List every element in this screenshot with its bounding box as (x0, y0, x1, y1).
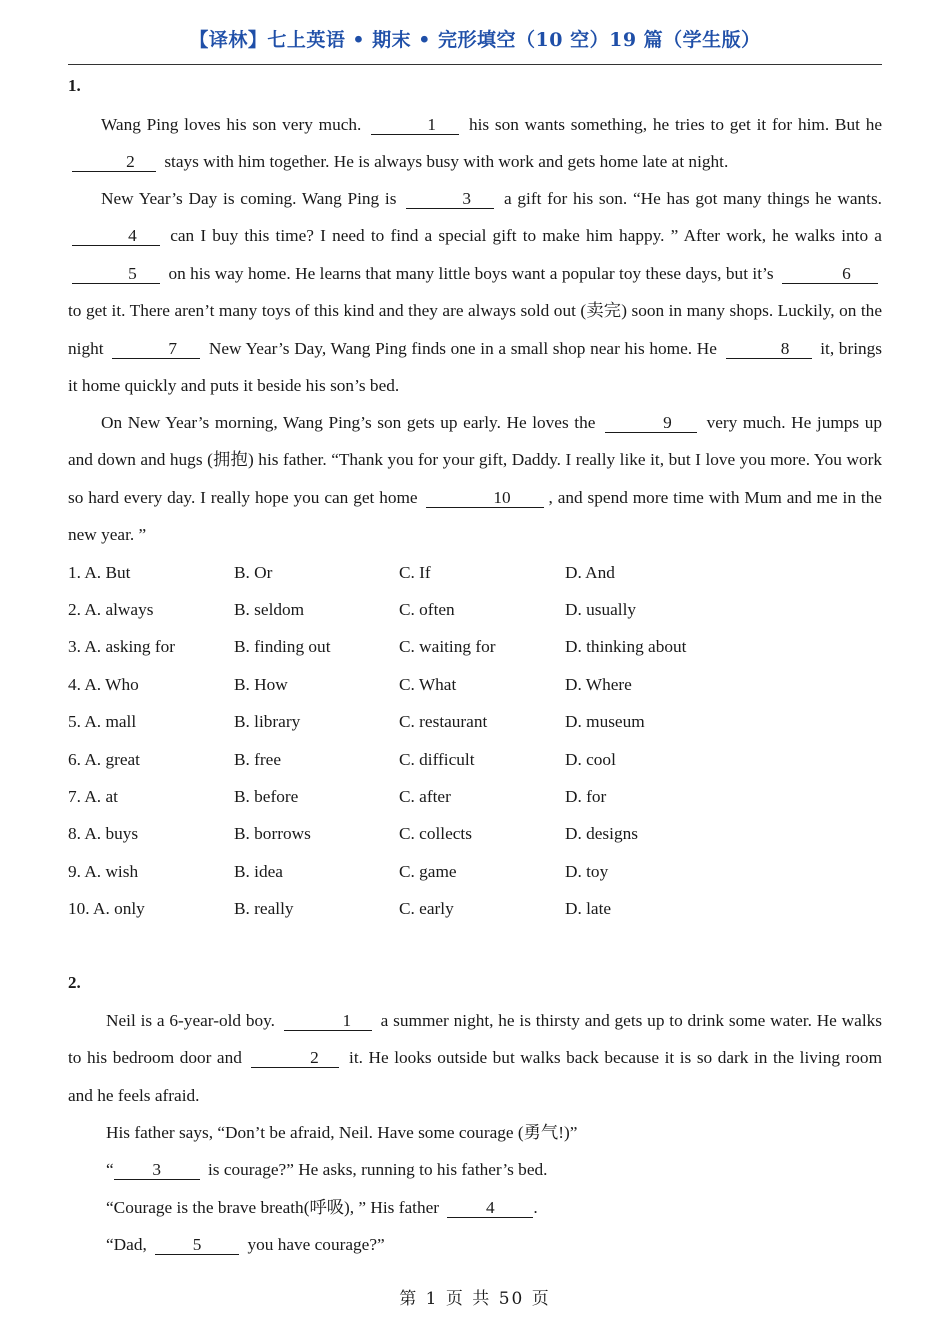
blank-1[interactable]: 1 (284, 1011, 372, 1031)
option-d[interactable]: D. late (565, 899, 612, 918)
option-c[interactable]: C. after (399, 787, 451, 806)
option-b[interactable]: B. finding out (234, 637, 331, 656)
option-a[interactable]: 5. A. mall (68, 712, 137, 731)
option-c[interactable]: C. collects (399, 824, 472, 843)
blank-9[interactable]: 9 (605, 413, 697, 433)
option-d[interactable]: D. Where (565, 675, 632, 694)
option-d[interactable]: D. thinking about (565, 637, 687, 656)
option-b[interactable]: B. free (234, 750, 282, 769)
option-a[interactable]: 9. A. wish (68, 862, 139, 881)
option-c[interactable]: C. What (399, 675, 457, 694)
option-a[interactable]: 8. A. buys (68, 824, 139, 843)
blank-2[interactable]: 2 (72, 152, 156, 172)
option-d[interactable]: D. toy (565, 862, 609, 881)
blank-7[interactable]: 7 (112, 339, 200, 359)
option-a[interactable]: 3. A. asking for (68, 637, 176, 656)
option-c[interactable]: C. If (399, 563, 431, 582)
option-c[interactable]: C. game (399, 862, 457, 881)
option-b[interactable]: B. Or (234, 563, 273, 582)
option-a[interactable]: 2. A. always (68, 600, 154, 619)
document-title: 【译林】七上英语 • 期末 • 完形填空（10 空）19 篇（学生版） (189, 29, 761, 51)
page-footer: 第 1 页 共 50 页 (399, 1289, 551, 1309)
question-1-paragraph-3: On New Year’s morning, Wang Ping’s son gets up early. He loves the 9 very much. He jumps up and down and hugs (拥抱) his father. “Thank you for your gift, Daddy. I really like it, but I love you more. You work so hard every day. I really hope you can get home 10 , and spend more time with Mum and me in the new year. ” (68, 413, 883, 545)
option-a[interactable]: 1. A. But (68, 563, 131, 582)
option-d[interactable]: D. designs (565, 824, 638, 843)
option-c[interactable]: C. restaurant (399, 712, 488, 731)
question-2-paragraph-1: Neil is a 6-year-old boy. 1 a summer night, he is thirsty and gets up to drink some water. He walks to his bedroom door and 2 it. He looks outside but walks back because it is so dark in the living room and he feels afraid. (68, 1011, 883, 1105)
blank-3[interactable]: 3 (114, 1160, 200, 1180)
option-b[interactable]: B. borrows (234, 824, 311, 843)
blank-5[interactable]: 5 (155, 1235, 239, 1255)
option-d[interactable]: D. And (565, 563, 615, 582)
option-b[interactable]: B. seldom (234, 600, 305, 619)
option-d[interactable]: D. museum (565, 712, 645, 731)
question-2-number: 2. (68, 973, 81, 992)
blank-4[interactable]: 4 (72, 226, 160, 246)
option-c[interactable]: C. waiting for (399, 637, 496, 656)
blank-5[interactable]: 5 (72, 264, 160, 284)
option-b[interactable]: B. library (234, 712, 301, 731)
option-a[interactable]: 4. A. Who (68, 675, 139, 694)
option-b[interactable]: B. idea (234, 862, 283, 881)
option-b[interactable]: B. before (234, 787, 299, 806)
option-c[interactable]: C. often (399, 600, 455, 619)
option-d[interactable]: D. usually (565, 600, 637, 619)
question-1-paragraph-1: Wang Ping loves his son very much. 1 his son wants something, he tries to get it for him. But he 2 stays with him together. He is always busy with work and gets home late at night. (68, 106, 882, 181)
dialogue-line: “Dad, 5 you have courage?” (106, 1235, 385, 1254)
dialogue-line: “ 3 is courage?” He asks, running to his father’s bed. (106, 1160, 548, 1179)
page-header (68, 22, 882, 65)
option-d[interactable]: D. cool (565, 750, 616, 769)
option-c[interactable]: C. early (399, 899, 454, 918)
option-b[interactable]: B. really (234, 899, 294, 918)
blank-10[interactable]: 10 (426, 488, 544, 508)
blank-1[interactable]: 1 (371, 115, 459, 135)
blank-8[interactable]: 8 (726, 339, 812, 359)
blank-4[interactable]: 4 (447, 1198, 533, 1218)
option-a[interactable]: 10. A. only (68, 899, 145, 918)
blank-3[interactable]: 3 (406, 189, 494, 209)
option-b[interactable]: B. How (234, 675, 288, 694)
dialogue-line: His father says, “Don’t be afraid, Neil. Have some courage (勇气!)” (106, 1123, 578, 1142)
option-a[interactable]: 6. A. great (68, 750, 140, 769)
option-a[interactable]: 7. A. at (68, 787, 118, 806)
question-1-paragraph-2: New Year’s Day is coming. Wang Ping is 3 a gift for his son. “He has got many things he wants. 4 can I buy this time? I need to find a special gift to make him happy. ” After work, he walks into a 5 on his way home. He learns that many little boys want a popular toy these days, but it’s 6 to get it. There aren’t many toys of this kind and they are always sold out (卖完) soon in many shops. Luckily, on the night 7 New Year’s Day, Wang Ping finds one in a small shop near his home. He 8 it, brings it home quickly and puts it beside his son’s bed. (68, 189, 883, 396)
question-1-number: 1. (68, 76, 81, 95)
option-c[interactable]: C. difficult (399, 750, 475, 769)
blank-2[interactable]: 2 (251, 1048, 339, 1068)
dialogue-line: “Courage is the brave breath(呼吸), ” His father 4 . (106, 1198, 538, 1217)
blank-6[interactable]: 6 (782, 264, 878, 284)
option-d[interactable]: D. for (565, 787, 607, 806)
